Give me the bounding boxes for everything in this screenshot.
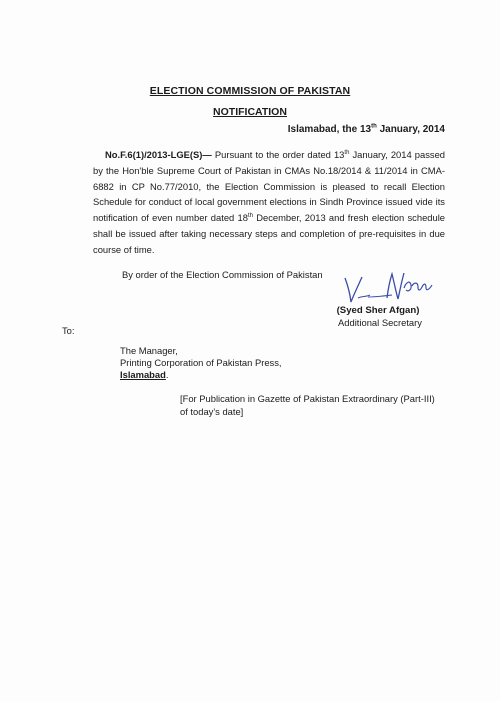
- address-city-suffix: .: [165, 369, 169, 380]
- date-superscript: th: [371, 123, 377, 130]
- signer-name: (Syed Sher Afgan): [336, 305, 420, 316]
- recipient-address: [120, 345, 282, 381]
- notification-heading: NOTIFICATION: [213, 106, 287, 118]
- body-part-3: December, 2013 and fresh election schedule shall be issued after taking necessary steps and completion of pre-requisites in due course of time.: [93, 212, 446, 255]
- organization-heading: ELECTION COMMISSION OF PAKISTAN: [149, 85, 351, 97]
- handwritten-signature: [340, 268, 436, 308]
- date-rest: January, 2014: [376, 124, 445, 135]
- body-superscript-2: th: [247, 213, 253, 220]
- address-line-2: Printing Corporation of Pakistan Press,: [120, 357, 282, 368]
- notification-body: [93, 147, 445, 258]
- publication-note: [For Publication in Gazette of Pakistan Extraordinary (Part-III) of today's date]: [180, 393, 435, 417]
- address-line-1: The Manager,: [120, 345, 178, 356]
- body-part-2: January, 2014 passed by the Hon'ble Supreme Court of Pakistan in CMAs No.18/2014 & 11/2014 in CMA-6882 in CP No.77/2010, the Election Commission is pleased to recall Election Schedule for conduct of local government elections in Sindh Province issued vide its notification of even number dated 18: [93, 149, 445, 224]
- date-prefix: Islamabad, the 13: [287, 124, 372, 135]
- body-part-1: Pursuant to the order dated 13: [211, 149, 345, 160]
- to-label: To:: [62, 325, 75, 336]
- reference-number: No.F.6(1)/2013-LGE(S)—: [105, 149, 212, 160]
- date-line: [288, 124, 445, 135]
- by-order-line: By order of the Election Commission of Pakistan: [122, 269, 323, 280]
- signer-designation: Additional Secretary: [338, 317, 422, 328]
- body-superscript-1: th: [344, 149, 350, 156]
- address-city: Islamabad: [120, 369, 166, 380]
- address-line-3: [120, 369, 282, 381]
